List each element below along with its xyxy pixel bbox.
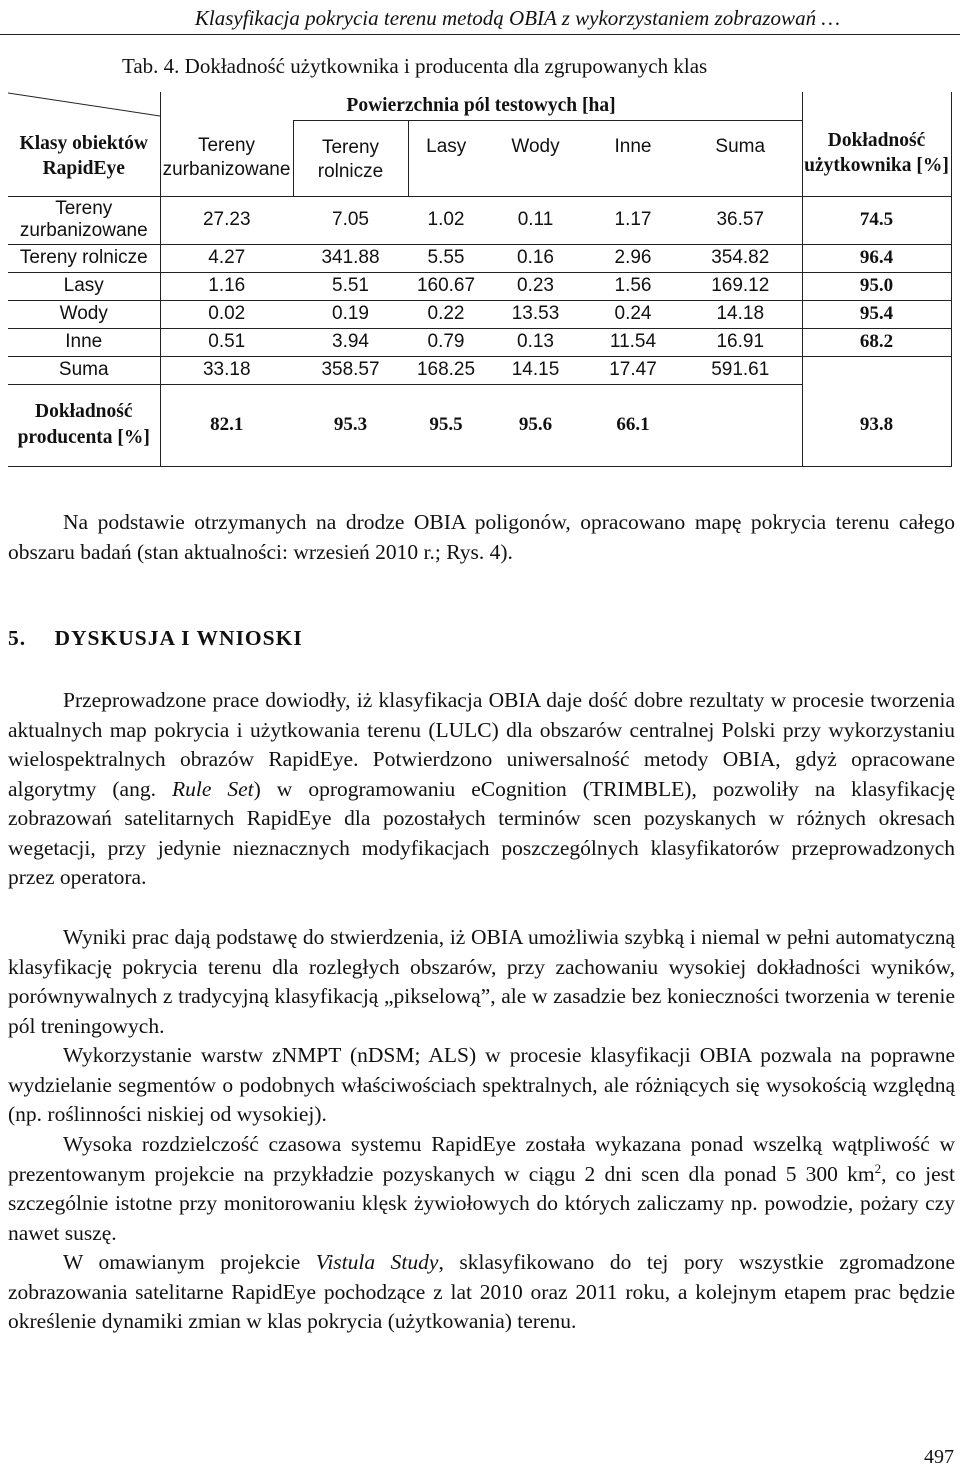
table-corner-cell bbox=[8, 92, 160, 196]
intro-paragraph: Na podstawie otrzymanych na drodze OBIA poligonów, opracowano mapę pokrycia terenu całego obszaru badań (stan aktualności: wrzesień 2010 r.; Rys. 4). bbox=[8, 510, 955, 564]
paragraph-2: Wyniki prac dają podstawę do stwierdzenia, iż OBIA umożliwia szybką i niemal w pełni automatyczną klasyfikację pokrycia terenu dla rozległych obszarów, przy zachowaniu wysokiej dokładności wyników, porównywalnych z tradycyjną klasyfikacją „pikselową”, ale w zasadzie bez konieczności tworzenia w terenie pól treningowych. bbox=[8, 925, 955, 1038]
user-accuracy-cell bbox=[802, 356, 951, 384]
cell: 0.19 bbox=[293, 300, 408, 328]
col-header-other: Inne bbox=[587, 136, 679, 196]
user-accuracy-cell: 68.2 bbox=[802, 328, 951, 356]
row-label: Lasy bbox=[8, 272, 160, 300]
col-header-agri: Tereny rolnicze bbox=[293, 136, 408, 196]
cell: 13.53 bbox=[484, 300, 587, 328]
producer-cell: 66.1 bbox=[587, 384, 679, 466]
paragraph-3: Wykorzystanie warstw zNMPT (nDSM; ALS) w procesie klasyfikacji OBIA pozwala na poprawne wydzielanie segmentów o podobnych właściwościach spektralnych, ale różniących się wysokością względną (np. roślinności niskiej od wysokiej). bbox=[8, 1043, 955, 1126]
cell: 0.16 bbox=[484, 244, 587, 272]
user-accuracy-cell: 74.5 bbox=[802, 196, 951, 244]
cell: 11.54 bbox=[587, 328, 679, 356]
cell: 169.12 bbox=[679, 272, 802, 300]
producer-accuracy-row bbox=[8, 384, 951, 466]
accuracy-table bbox=[8, 92, 952, 467]
table-caption: Tab. 4. Dokładność użytkownika i producenta dla zgrupowanych klas bbox=[122, 54, 708, 78]
row-label: Inne bbox=[8, 328, 160, 356]
cell: 5.51 bbox=[293, 272, 408, 300]
cell: 0.51 bbox=[160, 328, 293, 356]
p4-superscript: 2 bbox=[874, 1160, 882, 1176]
cell: 36.57 bbox=[679, 196, 802, 244]
table-row bbox=[8, 300, 951, 328]
cell: 14.15 bbox=[484, 356, 587, 384]
cell: 7.05 bbox=[293, 196, 408, 244]
cell: 0.02 bbox=[160, 300, 293, 328]
cell: 1.56 bbox=[587, 272, 679, 300]
col-header-water: Wody bbox=[484, 136, 587, 196]
cell: 591.61 bbox=[679, 356, 802, 384]
page-number: 497 bbox=[924, 1446, 954, 1468]
table-row bbox=[8, 244, 951, 272]
p4-text-b: , co jest szczególnie istotne przy monitorowaniu klęsk żywiołowych do których zaliczamy np. powodzie, pożary czy nawet suszę. bbox=[8, 1161, 955, 1245]
section-number: 5. bbox=[8, 626, 27, 650]
row-label: Tereny rolnicze bbox=[8, 244, 160, 272]
producer-cell: 95.3 bbox=[293, 384, 408, 466]
cell: 16.91 bbox=[679, 328, 802, 356]
paragraph-4 bbox=[8, 1130, 955, 1248]
cell: 33.18 bbox=[160, 356, 293, 384]
cell: 14.18 bbox=[679, 300, 802, 328]
p5-text-b: , sklasyfikowano do tej pory wszystkie zgromadzone zobrazowania satelitarne RapidEye pochodzące z lat 2010 oraz 2011 roku, a kolejnym etapem prac będzie określenie dynamiki zmian w klas pokrycia (użytkowania) terenu. bbox=[8, 1250, 956, 1333]
cell: 168.25 bbox=[408, 356, 484, 384]
user-accuracy-cell: 95.0 bbox=[802, 272, 951, 300]
group-header: Powierzchnia pól testowych [ha] bbox=[160, 92, 802, 120]
cell: 358.57 bbox=[293, 356, 408, 384]
cell: 0.11 bbox=[484, 196, 587, 244]
col-header-sum: Suma bbox=[679, 136, 802, 196]
p5-italic: Vistula Study bbox=[315, 1250, 439, 1274]
p1-italic: Rule Set bbox=[171, 776, 254, 801]
table-row bbox=[8, 272, 951, 300]
row-label: Tereny zurbanizowane bbox=[8, 196, 160, 244]
cell: 4.27 bbox=[160, 244, 293, 272]
p1-text-a: Przeprowadzone prace dowiodły, iż klasyfikacja OBIA daje dość dobre rezultaty w procesie tworzenia aktualnych map pokrycia i użytkowania terenu (LULC) dla obszarów centralnej Polski przy wykorzystaniu wielospektralnych obrazów RapidEye. Potwierdzono uniwersalność metody OBIA, gdyż opracowane algorytmy (ang. bbox=[8, 688, 955, 801]
running-title: Klasyfikacja pokrycia terenu metodą OBIA z wykorzystaniem zobrazowań … bbox=[194, 5, 840, 30]
producer-cell: 95.6 bbox=[484, 384, 587, 466]
cell: 1.17 bbox=[587, 196, 679, 244]
cell: 27.23 bbox=[160, 196, 293, 244]
corner-diagonal bbox=[8, 92, 160, 118]
row-label: Suma bbox=[8, 356, 160, 384]
cell: 0.13 bbox=[484, 328, 587, 356]
cell: 3.94 bbox=[293, 328, 408, 356]
cell: 341.88 bbox=[293, 244, 408, 272]
cell: 5.55 bbox=[408, 244, 484, 272]
paragraph-5 bbox=[8, 1248, 955, 1337]
p5-text-a: W omawianym projekcie bbox=[63, 1250, 316, 1274]
cell: 354.82 bbox=[679, 244, 802, 272]
col-header-forest: Lasy bbox=[408, 136, 484, 196]
corner-label: Klasy obiektów RapidEye bbox=[19, 132, 148, 179]
user-accuracy-cell: 96.4 bbox=[802, 244, 951, 272]
table-row bbox=[8, 356, 951, 384]
table-row bbox=[8, 196, 951, 244]
cell: 17.47 bbox=[587, 356, 679, 384]
row-label: Wody bbox=[8, 300, 160, 328]
cell: 2.96 bbox=[587, 244, 679, 272]
overall-accuracy-cell: 93.8 bbox=[802, 384, 951, 466]
running-header bbox=[0, 2, 960, 35]
cell: 160.67 bbox=[408, 272, 484, 300]
p1-text-b: ) w oprogramowaniu eCognition (TRIMBLE), pozwoliły na klasyfikację zobrazowań satelitarnych RapidEye dla pozostałych terminów scen pozyskanych w różnych okresach wegetacji, przy jedynie nieznacznych modyfikacjach poszczególnych klasyfikatorów przeprowadzonych przez operatora. bbox=[8, 776, 955, 889]
p4-text-a: Wysoka rozdzielczość czasowa systemu RapidEye została wykazana ponad wszelką wątpliwość w prezentowanym projekcie na przykładzie pozyskanych w ciągu 2 dni scen dla ponad 5 300 km bbox=[8, 1132, 955, 1186]
producer-cell: 95.5 bbox=[408, 384, 484, 466]
cell: 0.23 bbox=[484, 272, 587, 300]
row-label: Dokładność producenta [%] bbox=[8, 384, 160, 466]
cell: 1.02 bbox=[408, 196, 484, 244]
user-accuracy-header: Dokładność użytkownika [%] bbox=[802, 92, 951, 196]
col-header-urban: Tereny zurbanizowane bbox=[160, 120, 293, 196]
section-heading bbox=[8, 626, 303, 651]
producer-cell: 82.1 bbox=[160, 384, 293, 466]
table-row bbox=[8, 328, 951, 356]
cell: 1.16 bbox=[160, 272, 293, 300]
user-accuracy-cell: 95.4 bbox=[802, 300, 951, 328]
cell: 0.22 bbox=[408, 300, 484, 328]
paragraph-1 bbox=[8, 686, 955, 893]
section-title: DYSKUSJA I WNIOSKI bbox=[54, 626, 303, 650]
cell: 0.24 bbox=[587, 300, 679, 328]
cell: 0.79 bbox=[408, 328, 484, 356]
